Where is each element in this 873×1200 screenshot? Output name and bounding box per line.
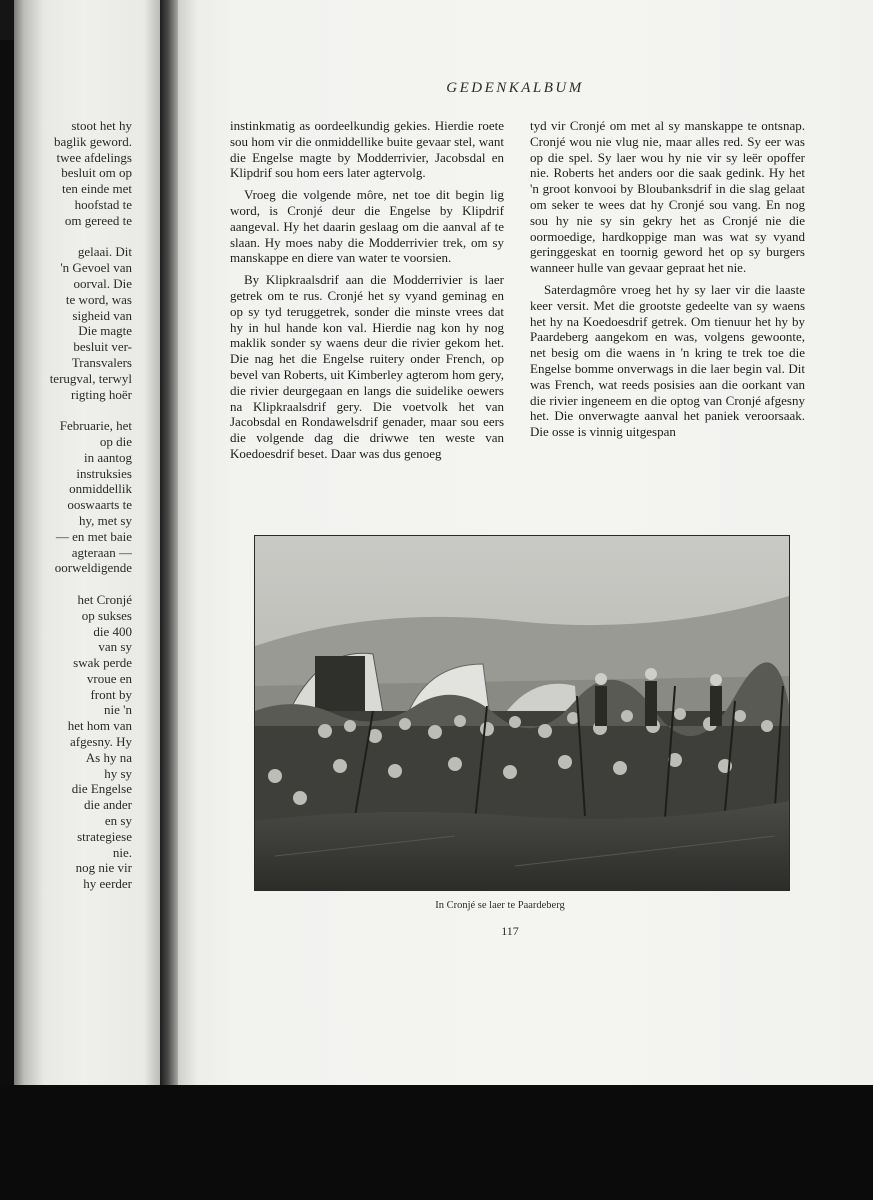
previous-page-line: het hom van — [67, 718, 132, 734]
previous-page-line: hy, met sy — [79, 512, 132, 528]
previous-page — [14, 0, 174, 1085]
previous-page-line: terugval, terwyl — [49, 370, 132, 386]
laager-photo-illustration — [255, 536, 789, 890]
previous-page-line: die ander — [83, 797, 132, 813]
previous-page-line: nie. — [112, 844, 132, 860]
previous-page-line: om gereed te — [64, 212, 132, 228]
previous-page-line: oorweldigende — [54, 560, 132, 576]
previous-page-line: nie 'n — [104, 702, 132, 718]
previous-page-line: hoofstad te — [74, 196, 132, 212]
paragraph: Vroeg die volgende môre, net toe dit begin lig word, is Cronjé deur die Engelse by Klipdrif aangeval. Hy het daarin geslaag om die aanval af te slaan. Hy moes naby die Modderrivier trek, om sy manskappe en diere van water te voorsien. — [230, 187, 504, 266]
previous-page-text — [28, 118, 132, 892]
paragraph: instinkmatig as oordeelkundig gekies. Hierdie roete sou hom vir die onmiddellike buite gevaar stel, want die Engelse magte by Modderrivier, Jacobsdal en Klipdrif sou hom eers later agtervolg. — [230, 118, 504, 181]
previous-page-line: rigting hoër — [70, 386, 132, 402]
previous-page-line — [28, 229, 132, 245]
paragraph: By Klipkraalsdrif aan die Modderrivier is laer getrek om te rus. Cronjé het sy vyand geminag en op sy tyd teruggetrek, sonder die minste vrees dat hy in hul hande kon val. Hierdie nag kon hy nog maklik sonder sy waens deur die rivier gekom het. Die nag het die Engelse ruitery onder French, op bevel van Roberts, uit Kimberley agterom hom gery, die rivier deurgegaan en langs die suidelike oewers na Klipkraalsdrif gery. Die voetvolk het van Jacobsdal en Rondawelsdrif genader, maar sou eers die volgende dag die driwwe ten weste van Koedoesdrif beset. Daar was dus genoeg — [230, 272, 504, 461]
paragraph: tyd vir Cronjé om met al sy manskappe te ontsnap. Cronjé wou nie vlug nie, maar alles red. Sy eer was op die spel. Sy laer wou hy nie vir sy leër opoffer nie. Roberts het anders oor die saak gedink. Hy het 'n groot konvooi by Bloubanksdrif in die slag gelaat om seker te wees dat hy Cronjé sou vang. En nog sou hy nie sy sin gekry het as Cronjé nie die oormoedige, hardkoppige man was wat sy vyand geringgeskat en toornig geword het op sy burgers wanneer hulle van gevaar gepraat het nie. — [530, 118, 805, 276]
previous-page-line: As hy na — [85, 749, 132, 765]
previous-page-line: nog nie vir — [75, 860, 132, 876]
previous-page-line — [28, 576, 132, 592]
previous-page-line — [28, 402, 132, 418]
previous-page-line: swak perde — [73, 655, 132, 671]
previous-page-line: Die magte — [78, 323, 132, 339]
historical-photograph — [254, 535, 790, 891]
previous-page-line: front by — [90, 686, 132, 702]
previous-page-line: vroue en — [86, 670, 132, 686]
previous-page-line: besluit om op — [61, 165, 132, 181]
previous-page-line: het Cronjé — [77, 591, 132, 607]
paragraph: Saterdagmôre vroeg het hy sy laer vir die laaste keer versit. Met die grootste gedeelte van sy waens het hy na Koedoesdrif getrek. Om tienuur het hy by Paardeberg aangekom en was, volgens gewoonte, net besig om die waens in 'n kring te trek toe die Engelse bomme onverwags in die laer begin val. Dit was French, wat reeds posisies aan die oorkant van die rivier ingeneem en die optog van Cronjé afgesny het. Die onverwagte aanval het paniek veroorsaak. Die osse is vinnig uitgespan — [530, 281, 805, 440]
previous-page-line: die Engelse — [71, 781, 132, 797]
photo-caption: In Cronjé se laer te Paardeberg — [435, 900, 565, 911]
scan-bottom-edge — [0, 1085, 873, 1200]
previous-page-line: op die — [99, 433, 132, 449]
previous-page-line: onmiddellik — [69, 481, 132, 497]
previous-page-line: ooswaarts te — [67, 497, 132, 513]
previous-page-line: op sukses — [81, 607, 132, 623]
previous-page-line: baglik geword. — [54, 133, 132, 149]
previous-page-line: in aantog — [83, 449, 132, 465]
previous-page-line: ten einde met — [61, 181, 132, 197]
previous-page-line: te word, was — [65, 291, 132, 307]
previous-page-line: stoot het hy — [71, 118, 132, 133]
previous-page-line: hy eerder — [83, 876, 132, 892]
previous-page-line: twee afdelings — [56, 149, 132, 165]
previous-page-line: Februarie, het — [59, 418, 132, 434]
previous-page-line: strategiese — [77, 828, 132, 844]
previous-page-line: die 400 — [93, 623, 132, 639]
previous-page-line: oorval. Die — [73, 275, 132, 291]
previous-page-line: sigheid van — [72, 307, 132, 323]
running-header: GEDENKALBUM — [446, 80, 584, 96]
previous-page-line: agteraan — — [71, 544, 132, 560]
previous-page-line: gelaai. Dit — [77, 244, 132, 260]
previous-page-line: en sy — [104, 813, 132, 829]
previous-page-line: hy sy — [104, 765, 132, 781]
previous-page-line: Transvalers — [71, 354, 132, 370]
previous-page-line: van sy — [98, 639, 132, 655]
previous-page-line: afgesny. Hy — [70, 734, 132, 750]
page-number: 117 — [501, 924, 519, 938]
previous-page-line: instruksies — [76, 465, 132, 481]
text-column-left — [230, 118, 504, 462]
previous-page-line: — en met baie — [55, 528, 132, 544]
previous-page-line: 'n Gevoel van — [60, 260, 132, 276]
text-column-right — [530, 118, 805, 440]
previous-page-line: besluit ver- — [73, 339, 132, 355]
